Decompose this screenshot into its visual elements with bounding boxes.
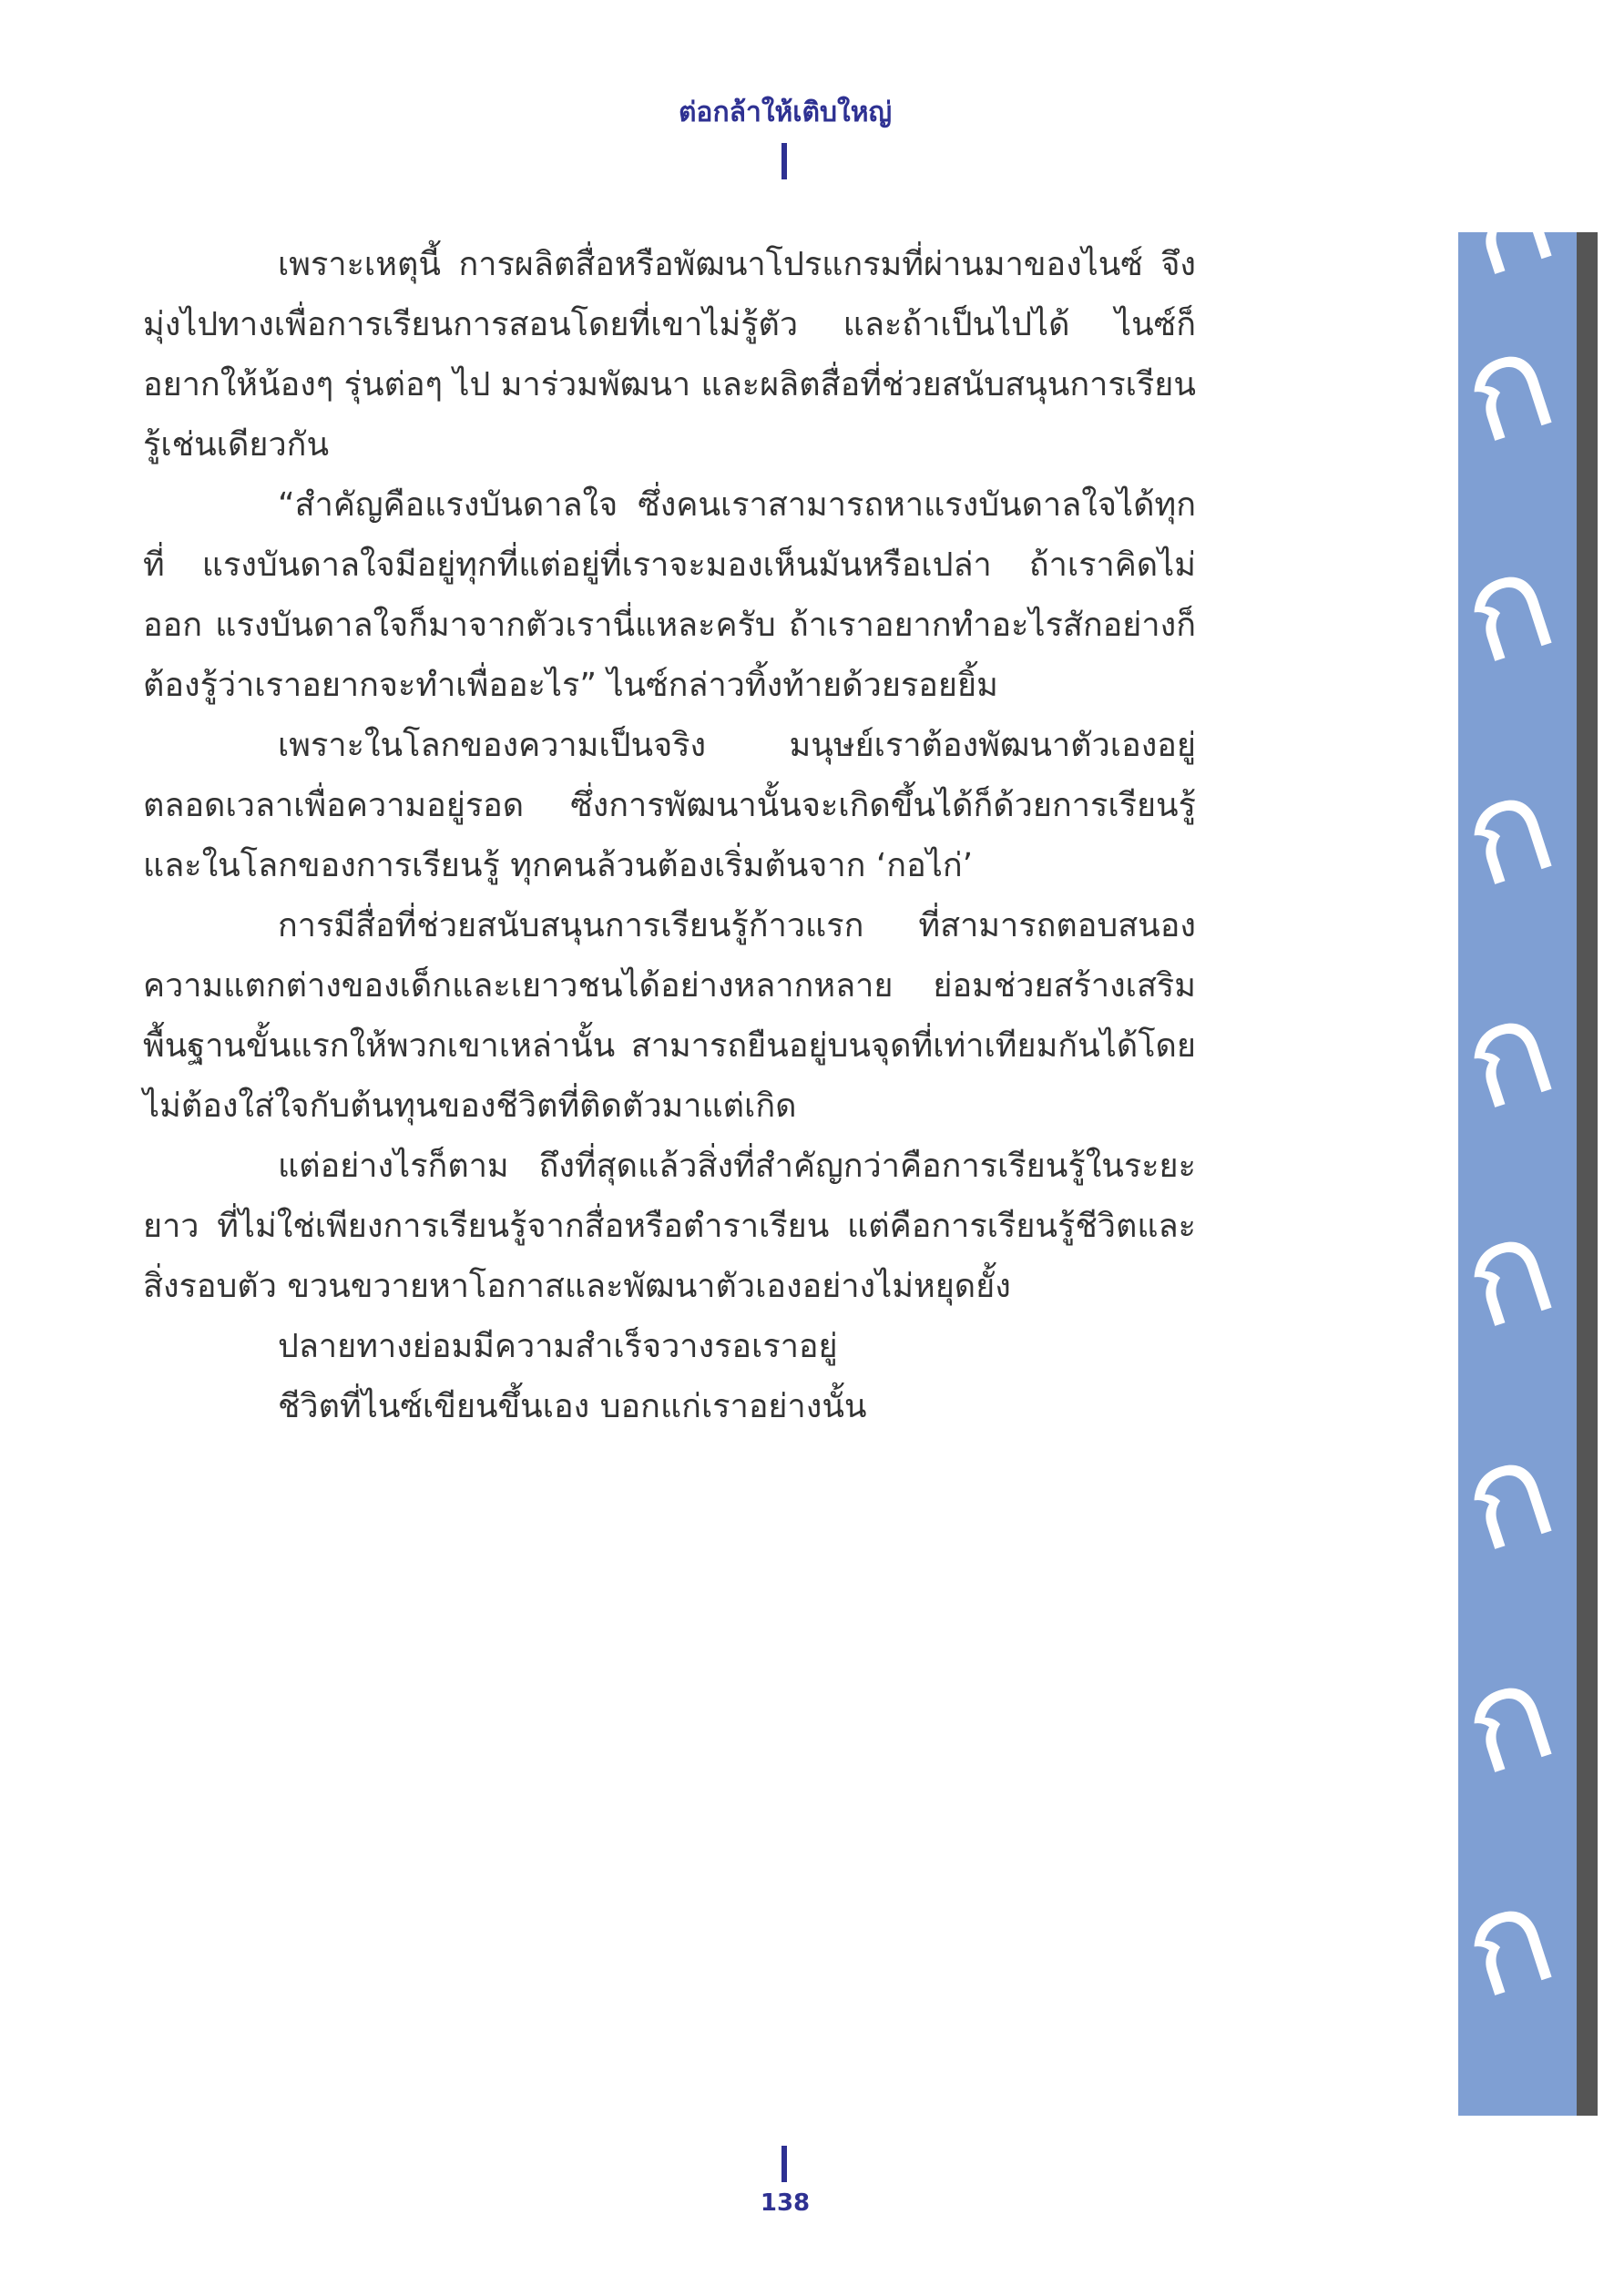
paragraph: เพราะในโลกของความเป็นจริง มนุษย์เราต้องพัฒนาตัวเองอยู่ตลอดเวลาเพื่อความอยู่รอด ซึ่งการพัฒนานั้นจะเกิดขึ้นได้ก็ด้วยการเรียนรู้ และในโลกของการเรียนรู้ ทุกคนล้วนต้องเริ่มต้นจาก ‘กอไก่’ [143, 727, 1196, 884]
band-glyph: ก [1444, 132, 1572, 310]
decorative-side-band [1444, 132, 1577, 2116]
paragraph: แต่อย่างไรก็ตาม ถึงที่สุดแล้วสิ่งที่สำคัญกว่าคือการเรียนรู้ในระยะยาว ที่ไม่ใช่เพียงการเรียนรู้จากสื่อหรือตำราเรียน แต่คือการเรียนรู้ชีวิตและสิ่งรอบตัว ขวนขวายหาโอกาสและพัฒนาตัวเองอย่างไม่หยุดยั้ง [143, 1148, 1196, 1305]
band-glyph: ก [1444, 965, 1572, 1143]
page-number: 138 [760, 2189, 811, 2217]
band-glyph: ก [1444, 519, 1572, 697]
body-text [143, 235, 1196, 1437]
band-glyph: ก [1444, 1630, 1572, 1808]
closing-line: ปลายทางย่อมมีความสำเร็จวางรอเราอยู่ [278, 1328, 838, 1365]
running-header: ต่อกล้าให้เติบใหญ่ [678, 97, 893, 128]
band-glyph: ก [1444, 1184, 1572, 1362]
band-glyph: ก [1444, 742, 1572, 920]
paragraph: “สำคัญคือแรงบันดาลใจ ซึ่งคนเราสามารถหาแรงบันดาลใจได้ทุกที่ แรงบันดาลใจมีอยู่ทุกที่แต่อยู่ที่เราจะมองเห็นมันหรือเปล่า ถ้าเราคิดไม่ออก แรงบันดาลใจก็มาจากตัวเรานี่แหละครับ ถ้าเราอยากทำอะไรสักอย่างก็ต้องรู้ว่าเราอยากจะทำเพื่ออะไร” ไนซ์กล่าวทิ้งท้ายด้วยรอยยิ้ม [143, 486, 1196, 704]
band-glyph: ก [1444, 1407, 1572, 1585]
header-rule [781, 143, 787, 179]
paragraph: การมีสื่อที่ช่วยสนับสนุนการเรียนรู้ก้าวแรก ที่สามารถตอบสนองความแตกต่างของเด็กและเยาวชนได้อย่างหลากหลาย ย่อมช่วยสร้างเสริมพื้นฐานขั้นแรกให้พวกเขาเหล่านั้น สามารถยืนอยู่บนจุดที่เท่าเทียมกันได้โดยไม่ต้องใส่ใจกับต้นทุนของชีวิตที่ติดตัวมาแต่เกิด [143, 907, 1196, 1125]
side-band-shadow [1577, 232, 1598, 2116]
band-glyph: ก [1444, 299, 1572, 476]
closing-line: ชีวิตที่ไนซ์เขียนขึ้นเอง บอกแก่เราอย่างนั้น [278, 1388, 867, 1425]
footer-rule [781, 2146, 787, 2182]
band-glyph: ก [1444, 1853, 1572, 2031]
paragraph: เพราะเหตุนี้ การผลิตสื่อหรือพัฒนาโปรแกรมที่ผ่านมาของไนซ์ จึงมุ่งไปทางเพื่อการเรียนการสอนโดยที่เขาไม่รู้ตัว และถ้าเป็นไปได้ ไนซ์ก็อยากให้น้องๆ รุ่นต่อๆ ไป มาร่วมพัฒนา และผลิตสื่อที่ช่วยสนับสนุนการเรียนรู้เช่นเดียวกัน [143, 246, 1197, 464]
